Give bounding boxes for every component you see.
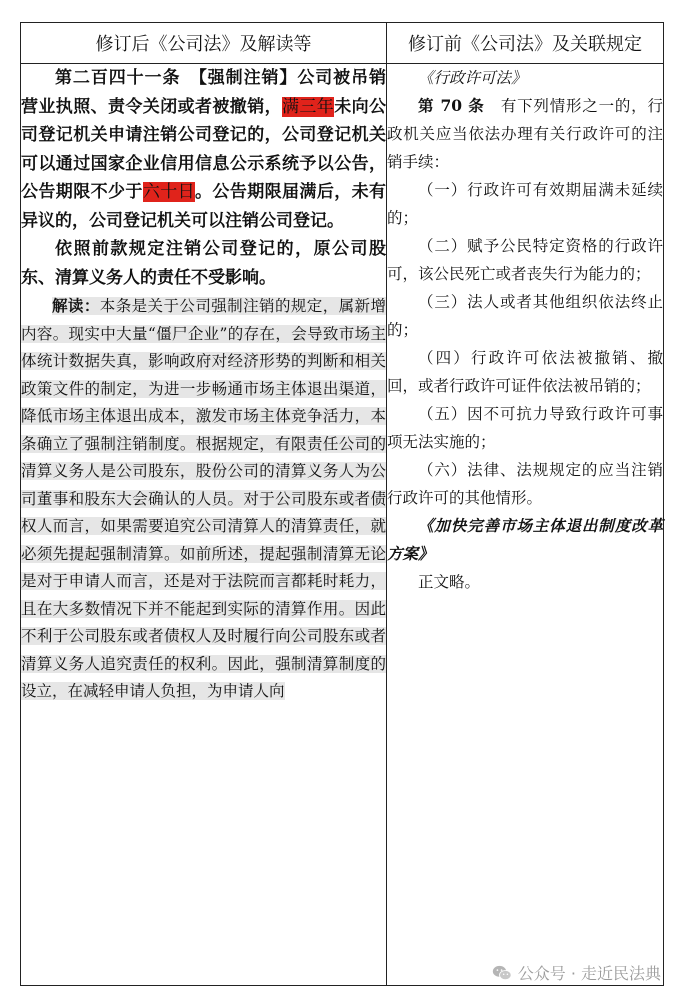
table-body-row (21, 64, 664, 986)
table-header-row (21, 23, 664, 64)
article-text-c: 。公告期限届满后，未有异议的，公司登记机关可以注销公司登记。 (21, 182, 387, 231)
list-item: （三）法人或者其他组织依法终止的； (387, 293, 663, 339)
article-text-b: 未向公司登记机关申请注销公司登记的，公司登记机关可以通过国家企业信用信息公示系统予以公告，公告期限不少于 (21, 96, 387, 202)
law-title: 《行政许可法》 (418, 69, 527, 87)
plan-text: 正文略。 (418, 573, 481, 591)
list-item: （四）行政许可依法被撤销、撤回，或者行政许可证件依法被吊销的； (387, 349, 663, 395)
right-cell (387, 64, 664, 986)
article-text-a: 公司被吊销营业执照、责令关闭或者被撤销， (21, 68, 387, 117)
header-right: 修订前《公司法》及关联规定 (387, 23, 664, 64)
list-item: （六）法律、法规规定的应当注销行政许可的其他情形。 (387, 461, 663, 507)
watermark (492, 961, 661, 984)
article-70 (387, 92, 663, 176)
list-item: （五）因不可抗力导致行政许可事项无法实施的； (387, 405, 663, 451)
interpretation-paragraph (21, 292, 386, 706)
list-item: （二）赋予公民特定资格的行政许可，该公民死亡或者丧失行为能力的； (387, 237, 663, 283)
comparison-table (20, 22, 664, 986)
header-left: 修订后《公司法》及解读等 (21, 23, 387, 64)
plan-title: 《加快完善市场主体退出制度改革方案》 (387, 516, 663, 563)
article-head: 第二百四十一条 【强制注销】 (55, 68, 298, 88)
interpretation-label: 解读： (52, 296, 100, 315)
highlight-sixty-days: 六十日 (142, 182, 196, 202)
left-cell (21, 64, 387, 986)
wechat-icon (492, 964, 512, 982)
list-item: （一）行政许可有效期届满未延续的； (387, 181, 663, 227)
highlight-three-years: 满三年 (282, 96, 335, 117)
article-paragraph-2: 依照前款规定注销公司登记的，原公司股东、清算义务人的责任不受影响。 (21, 239, 386, 288)
article-number: 第 70 条 (418, 96, 485, 115)
article-paragraph-1 (21, 64, 386, 235)
interpretation-text: 本条是关于公司强制注销的规定，属新增内容。现实中大量“僵尸企业”的存在，会导致市场主体统计数据失真，影响政府对经济形势的判断和相关政策文件的制定，为进一步畅通市场主体退出渠道，降低市场主体退出成本，激发市场主体竞争活力，本条确立了强制注销制度。根据规定，有限责任公司的清算义务人是公司股东，股份公司的清算义务人为公司董事和股东大会确认的人员。对于公司股东或者债权人而言，如果需要追究公司清算人的清算责任，就必须先提起强制清算。如前所述，提起强制清算无论是对于申请人而言，还是对于法院而言都耗时耗力，且在大多数情况下并不能起到实际的清算作用。因此不利于公司股东或者债权人及时履行向公司股东或者清算义务人追究责任的权利。因此，强制清算制度的设立，在减轻申请人负担，为申请人向 (21, 297, 386, 700)
article-intro: 有下列情形之一的，行政机关应当依法办理有关行政许可的注销手续： (387, 97, 663, 171)
watermark-text: 公众号 · 走近民法典 (517, 964, 661, 983)
